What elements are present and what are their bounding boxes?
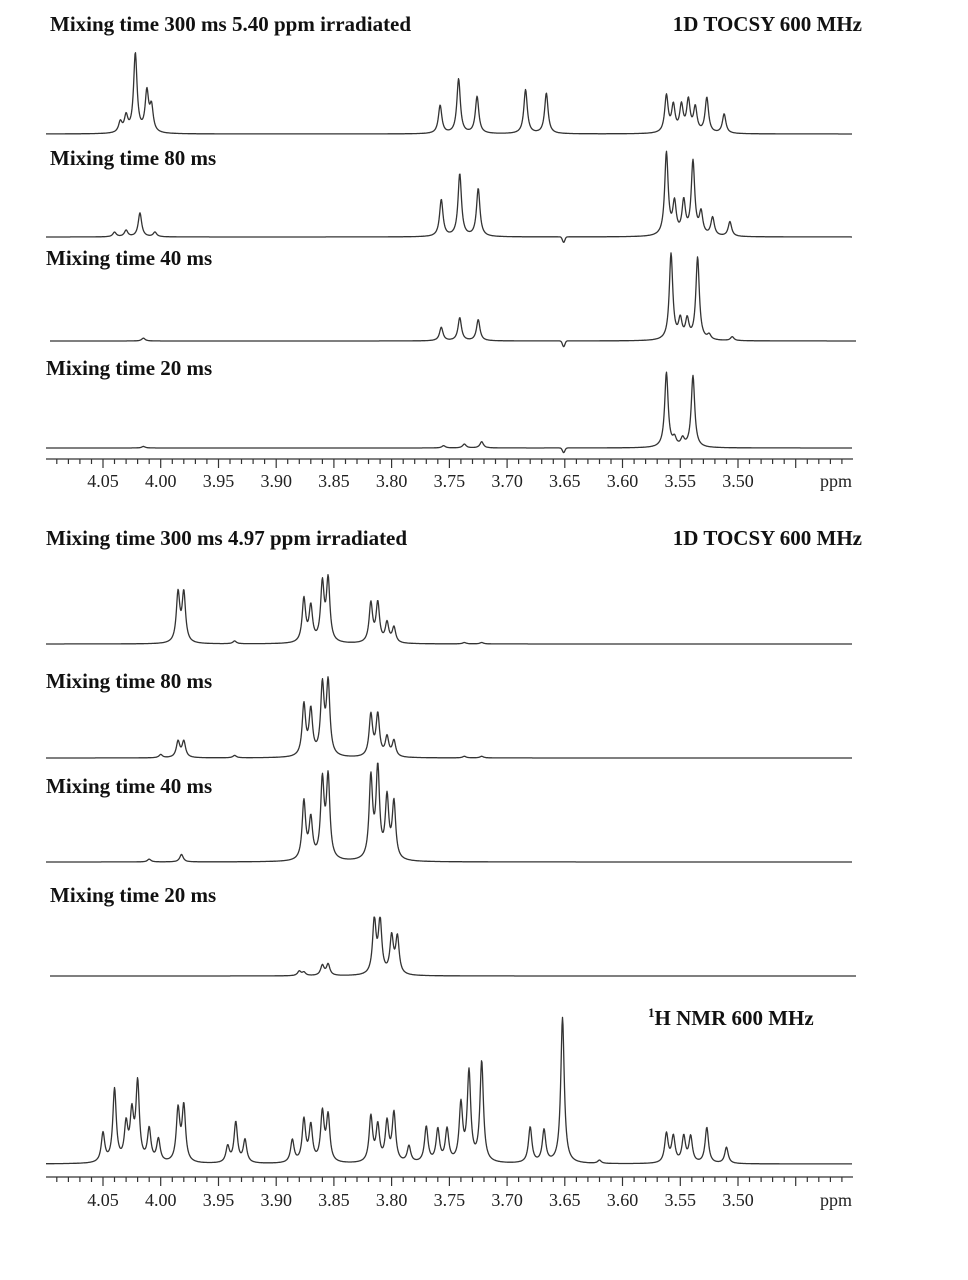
tick-label: 3.80 — [375, 1190, 408, 1210]
tick-label: 4.00 — [144, 1190, 177, 1210]
spectrum-trace-2-1 — [46, 575, 852, 644]
tick-label: 4.00 — [144, 471, 177, 491]
tick-label: 3.65 — [549, 471, 581, 491]
panel1-x-axis — [46, 459, 853, 491]
tick-label: 3.65 — [549, 1190, 581, 1210]
panel1-title: Mixing time 300 ms 5.40 ppm irradiated — [50, 12, 412, 36]
tick-label: 4.05 — [87, 471, 119, 491]
panel2-label-1h-rest: H NMR 600 MHz — [654, 1006, 814, 1030]
spectrum-trace-1-1 — [46, 53, 852, 134]
panel2-label-1h-sup: 1 — [648, 1005, 655, 1020]
tick-label: 3.85 — [318, 1190, 350, 1210]
tick-label: 3.55 — [664, 1190, 697, 1210]
tick-label: 3.90 — [260, 1190, 292, 1210]
tick-label: 3.75 — [433, 471, 466, 491]
tick-label: 3.50 — [722, 1190, 754, 1210]
panel2-x-axis — [46, 1177, 853, 1210]
spectrum-trace-1-4 — [46, 372, 852, 452]
panel2-label-20ms: Mixing time 20 ms — [50, 883, 217, 907]
panel2-subtitle: 1D TOCSY 600 MHz — [672, 526, 862, 550]
tick-label: 3.55 — [664, 471, 697, 491]
panel1-label-80ms: Mixing time 80 ms — [50, 146, 217, 170]
tick-label: 3.50 — [722, 471, 754, 491]
spectrum-trace-2-4 — [50, 917, 856, 976]
panel2-traces — [46, 575, 856, 1164]
panel2-label-80ms: Mixing time 80 ms — [46, 669, 213, 693]
spectrum-trace-2-5 — [46, 1017, 852, 1164]
tick-label: 3.75 — [433, 1190, 466, 1210]
tick-label: 3.95 — [202, 471, 235, 491]
panel1-axis-unit: ppm — [819, 471, 852, 491]
tick-label: 3.70 — [491, 471, 523, 491]
tick-label: 3.85 — [318, 471, 350, 491]
panel2-label-40ms: Mixing time 40 ms — [46, 774, 213, 798]
tick-label: 3.60 — [606, 1190, 639, 1210]
tick-label: 3.95 — [202, 1190, 235, 1210]
panel1-subtitle: 1D TOCSY 600 MHz — [672, 12, 862, 36]
panel1-label-40ms: Mixing time 40 ms — [46, 246, 213, 270]
tick-label: 3.60 — [606, 471, 639, 491]
panel2-label-1h-nmr — [648, 1005, 814, 1030]
tick-label: 3.70 — [491, 1190, 523, 1210]
tick-label: 3.90 — [260, 471, 292, 491]
panel1-label-20ms: Mixing time 20 ms — [46, 356, 213, 380]
panel2-title: Mixing time 300 ms 4.97 ppm irradiated — [46, 526, 408, 550]
panel2-axis-unit: ppm — [819, 1190, 852, 1210]
tick-label: 3.80 — [375, 471, 408, 491]
tick-label: 4.05 — [87, 1190, 119, 1210]
